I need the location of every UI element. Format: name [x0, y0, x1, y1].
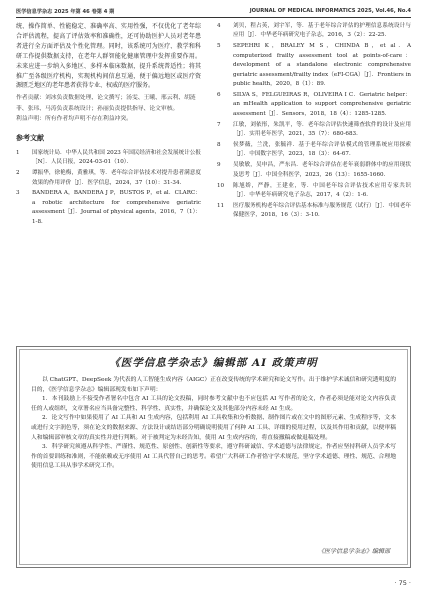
- author-contribution: 作者贡献：刘冰负责数据处理、论文撰写；汤雯、王曦、邢云利、胡涟菲、张玮、马涛负责系统设计；孙丽负责提供指导、论文审核。: [16, 95, 196, 112]
- notice-paragraph: 2．论文写作中如果使用了 AI 工具和 AI 生成内容，包括利用 AI 工具收集和分析数据、制作图片或在文中的图形元素、生成程序等，文本或进行文字润色等，须在论文的数据来源、方法设计或结语部分明确说明使用了何种 AI 工具、详细的使用过程，以及其作用和贡献，以便审稿人和编辑部审核文章的真实性并进行判断。对于被判定为未经告知，使用 AI 生成内容的，将直接撤稿或做退稿处理。: [31, 415, 396, 441]
- reference-list-right: [217, 22, 411, 221]
- notice-paragraph: 1．本刊鼓励上不接受作者署名中包含 AI 工具的论文投稿，同时参考文献中也不应包括 AI 写作者的论文，作者必须是能对论文内容负责任的人或组织，文章署名应当具备完整性、科学性、真实性，并确保论文及其他部分内容未经 AI 生成。: [31, 396, 396, 412]
- notice-title: 《医学信息学杂志》编辑部 AI 政策声明: [109, 357, 318, 369]
- reference-item: 9 吴敏敏，吴申昌，严东昌．老年综合评估在老年衰弱群体中的应用现状及思考［J］．中国全科医学，2023，26（13）：1655-1660．: [217, 162, 411, 178]
- reference-item: 1 国家统计局．中华人民共和国 2023 年国民经济和社会发展统计公报［N］．人民日报，2024-03-01（10）．: [16, 149, 201, 166]
- right-column: [217, 22, 411, 222]
- references-heading: 参考文献: [16, 133, 44, 142]
- ai-policy-notice-box: [16, 346, 411, 568]
- reference-item: 10 陈旭娇，严静，王建业，等．中国老年综合评估技术应用专家共识［J］．中华老年病研究电子杂志，2017，4（2）：1-6．: [217, 182, 411, 198]
- running-header: [16, 5, 411, 18]
- page-number: · 75 ·: [394, 579, 411, 587]
- journal-name-cn: 医学信息学杂志 2025 年第 46 卷第 4 期: [16, 8, 115, 15]
- notice-paragraph: 3．科学研究须遵从科学性、严谨性、规范性、原创性、创新性等要求，遵守科研诚信、学术道德与法律规定，作者应坚持科研人员学术写作的首要训练和准则，不能依赖或无序使用 AI 工具代替自己的思考。希望广大科研工作者恪守学术规范，坚守学术道德、理性、规范、合理地使用信息工具从事学术研究工作。: [31, 444, 396, 470]
- reference-list-left: [16, 149, 201, 227]
- notice-paragraph: 以 ChatGPT、DeepSeek 为代表的人工智能生成内容（AIGC）正在改变传统的学术研究和论文写作。出于维护学术诚信和研究透明度的目的，《医学信息学杂志》编辑部现发布如下声明：: [31, 377, 396, 393]
- left-column: [16, 22, 201, 229]
- reference-item: 8 侯梦薇，兰洗，张毓祥．基于老年综合评估模式的管理系统应用探索［J］．中国数字医学，2023，18（3）：64-67．: [217, 141, 411, 158]
- conflict-statement: 利益声明：所有作者均声明不存在利益冲突。: [16, 115, 132, 122]
- reference-item: 7 江敏，刘依彤，朱凯平，等．老年综合评估快速筛查软件的设计及应用［J］．实用老年医学，2021，35（7）：680-683．: [217, 121, 411, 137]
- notice-signature: 《医学信息学杂志》编辑部: [317, 548, 390, 555]
- reference-item: 5 SEPEHRI K，BRALEY M S，CHINDA B，et al．A computerized frailty assessment tool at points-of-care：development of a standalone electronic comprehensive geriatric assessment/frailty index（eFI-CGA）［J］．Frontiers in public health，2020，8（1）：89．: [217, 43, 411, 87]
- reference-item: 4 刘贝，程占英，刘宇军，等．基于老年综合评估的护理信息系统设计与应用［J］．中华老年病研究电子杂志，2016，3（2）：22-25．: [217, 23, 411, 39]
- author-notes: [16, 93, 201, 124]
- journal-name-en: JOURNAL OF MEDICAL INFORMATICS 2025, Vol.46, No.4: [249, 8, 411, 14]
- reference-item: 2 谭振华，徐艳梅，黄雅琪，等．老年综合评估技术对提升患者满意度效果的作用评价［J］．医学信息，2024，37（10）：31-34．: [16, 170, 201, 186]
- reference-item: 11 医疗服务机构老年综合评估基本标准与服务规范（试行）［J］．中国老年保健医学，2018，16（3）：3-10．: [217, 202, 411, 219]
- notice-body: [31, 376, 396, 472]
- body-paragraph: 统、操作简单、性能稳定、准确率高、实用性强，不仅优化了老年综合评估流程，提高了评估效率和准确性，还可协助医护人员对老年患者进行全方面评估及个性化管理。同时，该系统可为医疗、教学和科研工作提供数据支持，在老年人群智能化健康管理中发挥重要作用。未来应进一步纳入多地区、多样本临床数据，提升系统普适性；将其推广至各级医疗机构，实现机构间信息互通，便于偏远地区或医疗资源匮乏地区的老年患者获得专业、权威的医疗服务。: [16, 23, 201, 90]
- reference-item: 6 SILVA S，FELGUEIRAS R，OLIVEIRA I C．Geriatric helper：an mHealth application to support comprehensive geriatric assessment［J］．Sensors，2018，18（4）：1285-1285．: [217, 91, 411, 117]
- reference-item: 3 BANDERA A，BANDERA J P，BUSTOS P，et al．CLARC：a robotic architecture for comprehensive geriatric assessment［J］．Journal of physical agents，2016，7（1）：1-8．: [16, 190, 201, 225]
